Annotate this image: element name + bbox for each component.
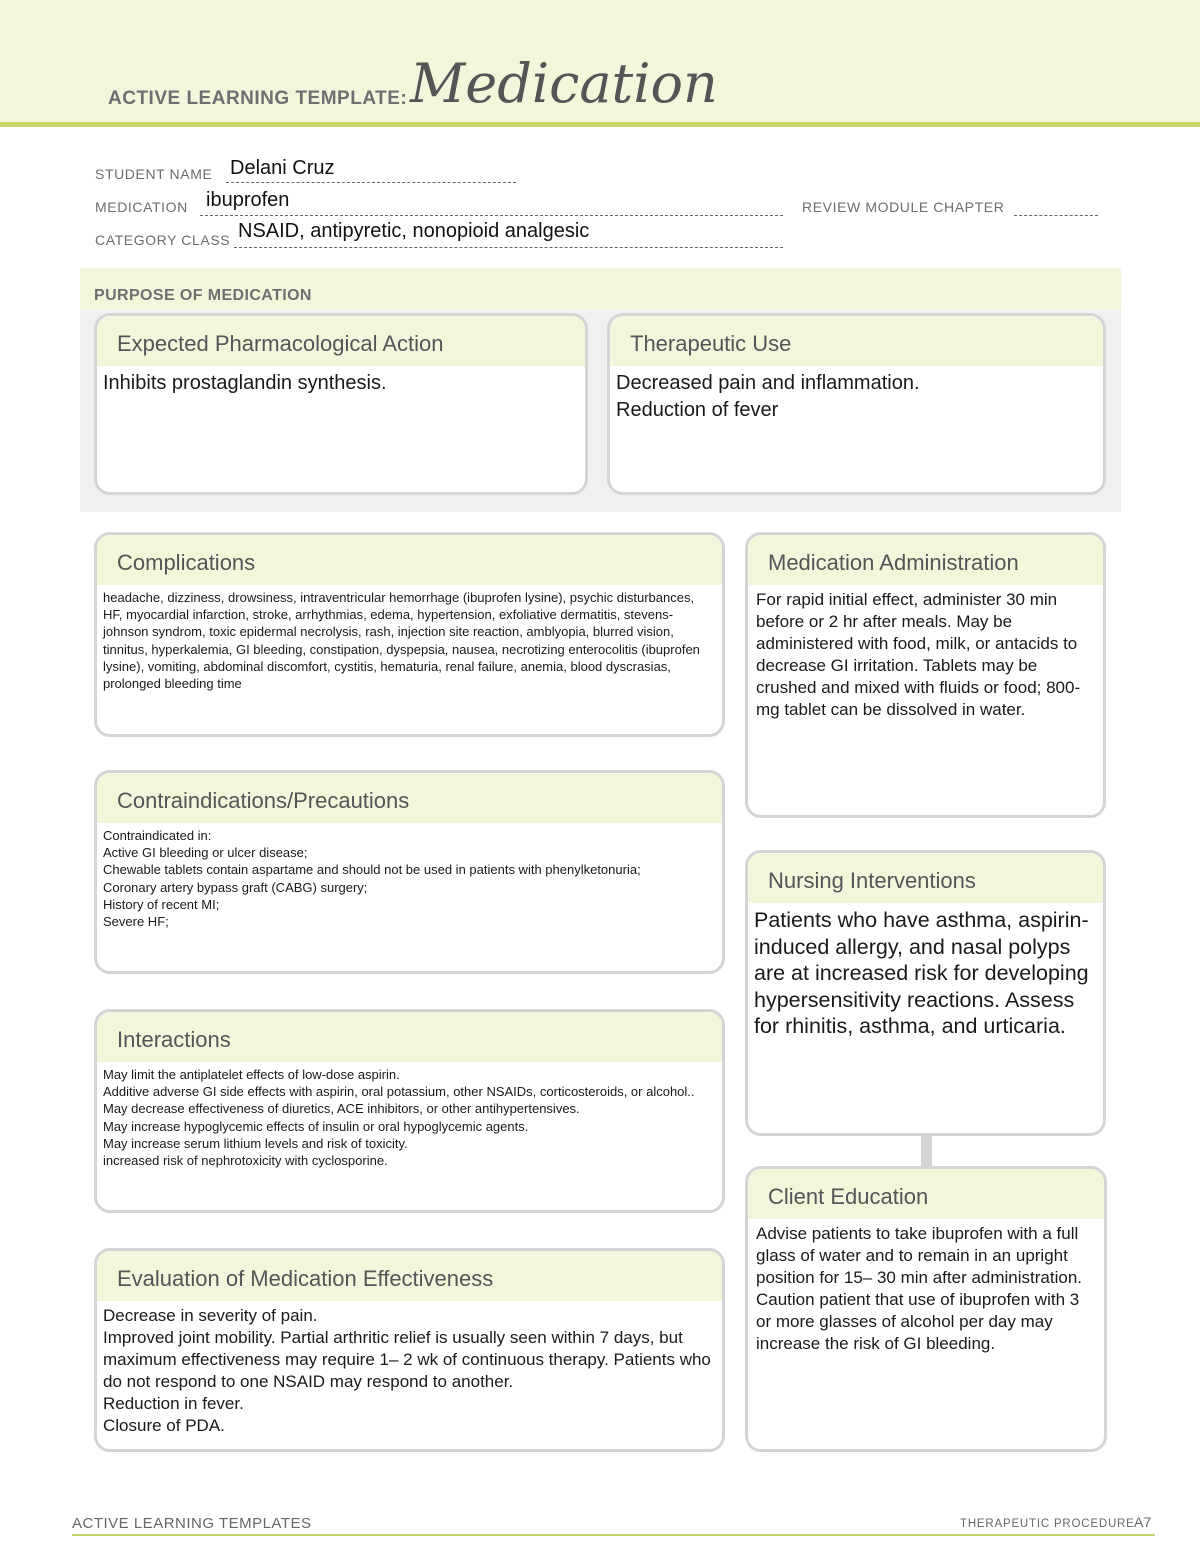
nursing-interventions-title: Nursing Interventions [748,853,1103,903]
expected-action-box [94,313,588,495]
evaluation-text[interactable]: Decrease in severity of pain. Improved joint mobility. Partial arthritic relief is usually seen within 7 days, but maximum effectiveness may require 1– 2 wk of continuous therapy. Patients who do not respond to one NSAID may respond to another. Reduction in fever. Closure of PDA. [103,1306,711,1435]
evaluation-box [94,1248,725,1452]
page-title: Medication [410,52,718,115]
contraindications-text[interactable]: Contraindicated in: Active GI bleeding or ulcer disease; Chewable tablets contain aspartame and should not be used in patients with phenylketonuria; Coronary artery bypass graft (CABG) surgery; History of recent MI; Severe HF; [103,828,641,930]
interactions-text[interactable]: May limit the antiplatelet effects of low-dose aspirin. Additive adverse GI side effects with aspirin, oral potassium, other NSAIDs, corticosteroids, or alcohol.. May decrease effectiveness of diuretics, ACE inhibitors, or other antihypertensives. May increase hypoglycemic effects of insulin or oral hypoglycemic agents. May increase serum lithium levels and risk of toxicity. increased risk of nephrotoxicity with cyclosporine. [103,1067,695,1169]
complications-text[interactable]: headache, dizziness, drowsiness, intraventricular hemorrhage (ibuprofen lysine), psychic disturbances, HF, myocardial infarction, stroke, arrhythmias, edema, hypertension, exfoliative dermatitis, stevens-johnson syndrom, toxic epidermal necrolysis, rash, injection site reaction, amblyopia, blurred vision, tinnitus, hyperkalemia, GI bleeding, constipation, dyspepsia, nausea, necrotizing enterocolitis (ibuprofen lysine), vomiting, abdominal discomfort, cystitis, hematuria, renal failure, anemia, blood dyscrasias, prolonged bleeding time [103,590,700,692]
complications-box [94,532,725,737]
category-class-field[interactable]: NSAID, antipyretic, nonopioid analgesic [238,220,590,242]
header-rule [0,122,1200,127]
footer-left: ACTIVE LEARNING TEMPLATES [72,1515,312,1532]
footer-right: THERAPEUTIC PROCEDURE [960,1518,1135,1530]
student-name-label: STUDENT NAME [95,166,213,182]
nursing-interventions-text[interactable]: Patients who have asthma, aspirin-induced allergy, and nasal polyps are at increased risk for developing hypersensitivity reactions. Assess for rhinitis, asthma, and urticaria. [754,908,1089,1038]
medication-label: MEDICATION [95,199,188,215]
student-name-line [226,182,516,183]
box-connector [921,1134,932,1166]
therapeutic-use-text[interactable]: Decreased pain and inflammation. Reduction of fever [616,372,920,421]
administration-box [745,532,1106,818]
nursing-interventions-box [745,850,1106,1136]
category-class-label: CATEGORY CLASS [95,232,231,248]
review-module-label: REVIEW MODULE CHAPTER [802,199,1005,215]
therapeutic-use-title: Therapeutic Use [610,316,1103,366]
medication-line [200,215,783,216]
client-education-title: Client Education [748,1169,1104,1219]
category-class-line [234,247,783,248]
client-education-text[interactable]: Advise patients to take ibuprofen with a full glass of water and to remain in an upright position for 15– 30 min after administration. Caution patient that use of ibuprofen with 3 or more glasses of alcohol per day may increase the risk of GI bleeding. [756,1224,1083,1353]
administration-text[interactable]: For rapid initial effect, administer 30 min before or 2 hr after meals. May be administered with food, milk, or antacids to decrease GI irritation. Tablets may be crushed and mixed with fluids or food; 800-mg tablet can be dissolved in water. [756,590,1081,719]
medication-field[interactable]: ibuprofen [206,189,290,211]
template-label: ACTIVE LEARNING TEMPLATE: [108,88,408,109]
evaluation-title: Evaluation of Medication Effectiveness [97,1251,722,1301]
interactions-box [94,1009,725,1213]
footer-rule [72,1534,1155,1536]
page-number: A7 [1134,1514,1152,1530]
contraindications-box [94,770,725,974]
expected-action-title: Expected Pharmacological Action [97,316,585,366]
therapeutic-use-box [607,313,1106,495]
interactions-title: Interactions [97,1012,722,1062]
contraindications-title: Contraindications/Precautions [97,773,722,823]
expected-action-text[interactable]: Inhibits prostaglandin synthesis. [103,372,387,394]
student-name-field[interactable]: Delani Cruz [230,157,335,179]
administration-title: Medication Administration [748,535,1103,585]
review-module-line [1014,215,1098,216]
client-education-box [745,1166,1107,1452]
purpose-label: PURPOSE OF MEDICATION [94,287,312,304]
complications-title: Complications [97,535,722,585]
